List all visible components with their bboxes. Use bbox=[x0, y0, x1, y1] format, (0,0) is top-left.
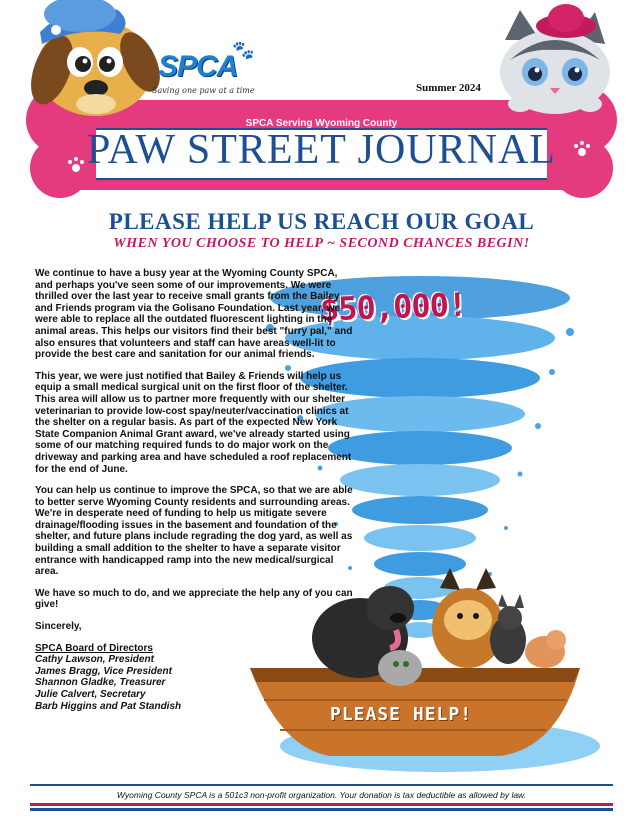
footer-note: Wyoming County SPCA is a 501c3 non-profit organization. Your donation is tax deductible as allowed by law. bbox=[116, 790, 527, 800]
goal-amount: $50,000! bbox=[319, 285, 467, 329]
spca-logo: SPCA bbox=[158, 50, 238, 83]
paw-logo-icon: 🐾 bbox=[232, 40, 255, 60]
board-member: Cathy Lawson, President bbox=[35, 654, 154, 666]
tagline: Saving one paw at a time bbox=[152, 86, 255, 95]
footer-rule-pink bbox=[30, 803, 613, 806]
article-paragraph-3: You can help us continue to improve the SPCA, so that we are able to better serve Wyoming County residents and surrounding areas. We're in desperate need of funding to help us mitigate severe drainage/flooding issues in the basement and foundation of the shelter, and future plans include regrading the dog yard, as well as building a small addition to the shelter to have a separate visitor entrance with handicapped ramp into the new medical/surgical area. bbox=[35, 485, 353, 578]
board-title: SPCA Board of Directors bbox=[35, 642, 153, 654]
issue-date: Summer 2024 bbox=[416, 82, 481, 94]
board-member: Julie Calvert, Secretary bbox=[35, 689, 146, 700]
please-help-text: PLEASE HELP! bbox=[330, 704, 473, 725]
article-paragraph-2: This year, we were just notified that Bailey & Friends will help us equip a small medical surgical unit on the first floor of the shelter. This area will allow us to partner more frequently with our shelter veterinarian to provide low-cost spay/neuter/vaccination clinics at the shelter on a regular basis. As part of the expected New York State Companion Animal Grant award, we've already started using some of our matching required funds to do major work on the driveway and parking area and have scheduled a roof replacement for the end of June. bbox=[35, 370, 352, 475]
footer-rule-blue bbox=[30, 808, 613, 811]
board-member: Shannon Gladke, Treasurer bbox=[35, 677, 166, 689]
cat-mascot-icon bbox=[500, 4, 610, 114]
article-paragraph-4: We have so much to do, and we appreciate the help any of you can give! bbox=[35, 587, 353, 611]
serving-line: SPCA Serving Wyoming County bbox=[245, 118, 398, 129]
article-paragraph-1: We continue to have a busy year at the Wyoming County SPCA, and perhaps you've seen some of our improvements. We were thrilled over the last year to receive small grants from the Bailey and Friends program via the Golisano Foundation. Last year, we were able to replace all the outdated fluorescent lighting in the animal areas. This helps our visitors find their best "furry pal," and also ensures that volunteers and staff can have areas well-lit to provide the best care and sanitation for our animal friends. bbox=[35, 268, 353, 361]
headline: PLEASE HELP US REACH OUR GOAL bbox=[108, 209, 535, 234]
footer-rule bbox=[30, 784, 613, 786]
closing: Sincerely, bbox=[35, 621, 82, 633]
journal-title: PAW STREET JOURNAL bbox=[87, 127, 556, 173]
board-member: James Bragg, Vice President bbox=[35, 665, 172, 677]
board-member: Barb Higgins and Pat Standish bbox=[35, 700, 182, 712]
article-body bbox=[35, 268, 353, 712]
subheadline: WHEN YOU CHOOSE TO HELP ~ SECOND CHANCES BEGIN! bbox=[113, 236, 530, 251]
masthead bbox=[0, 0, 643, 200]
dog-mascot-icon bbox=[23, 0, 168, 116]
